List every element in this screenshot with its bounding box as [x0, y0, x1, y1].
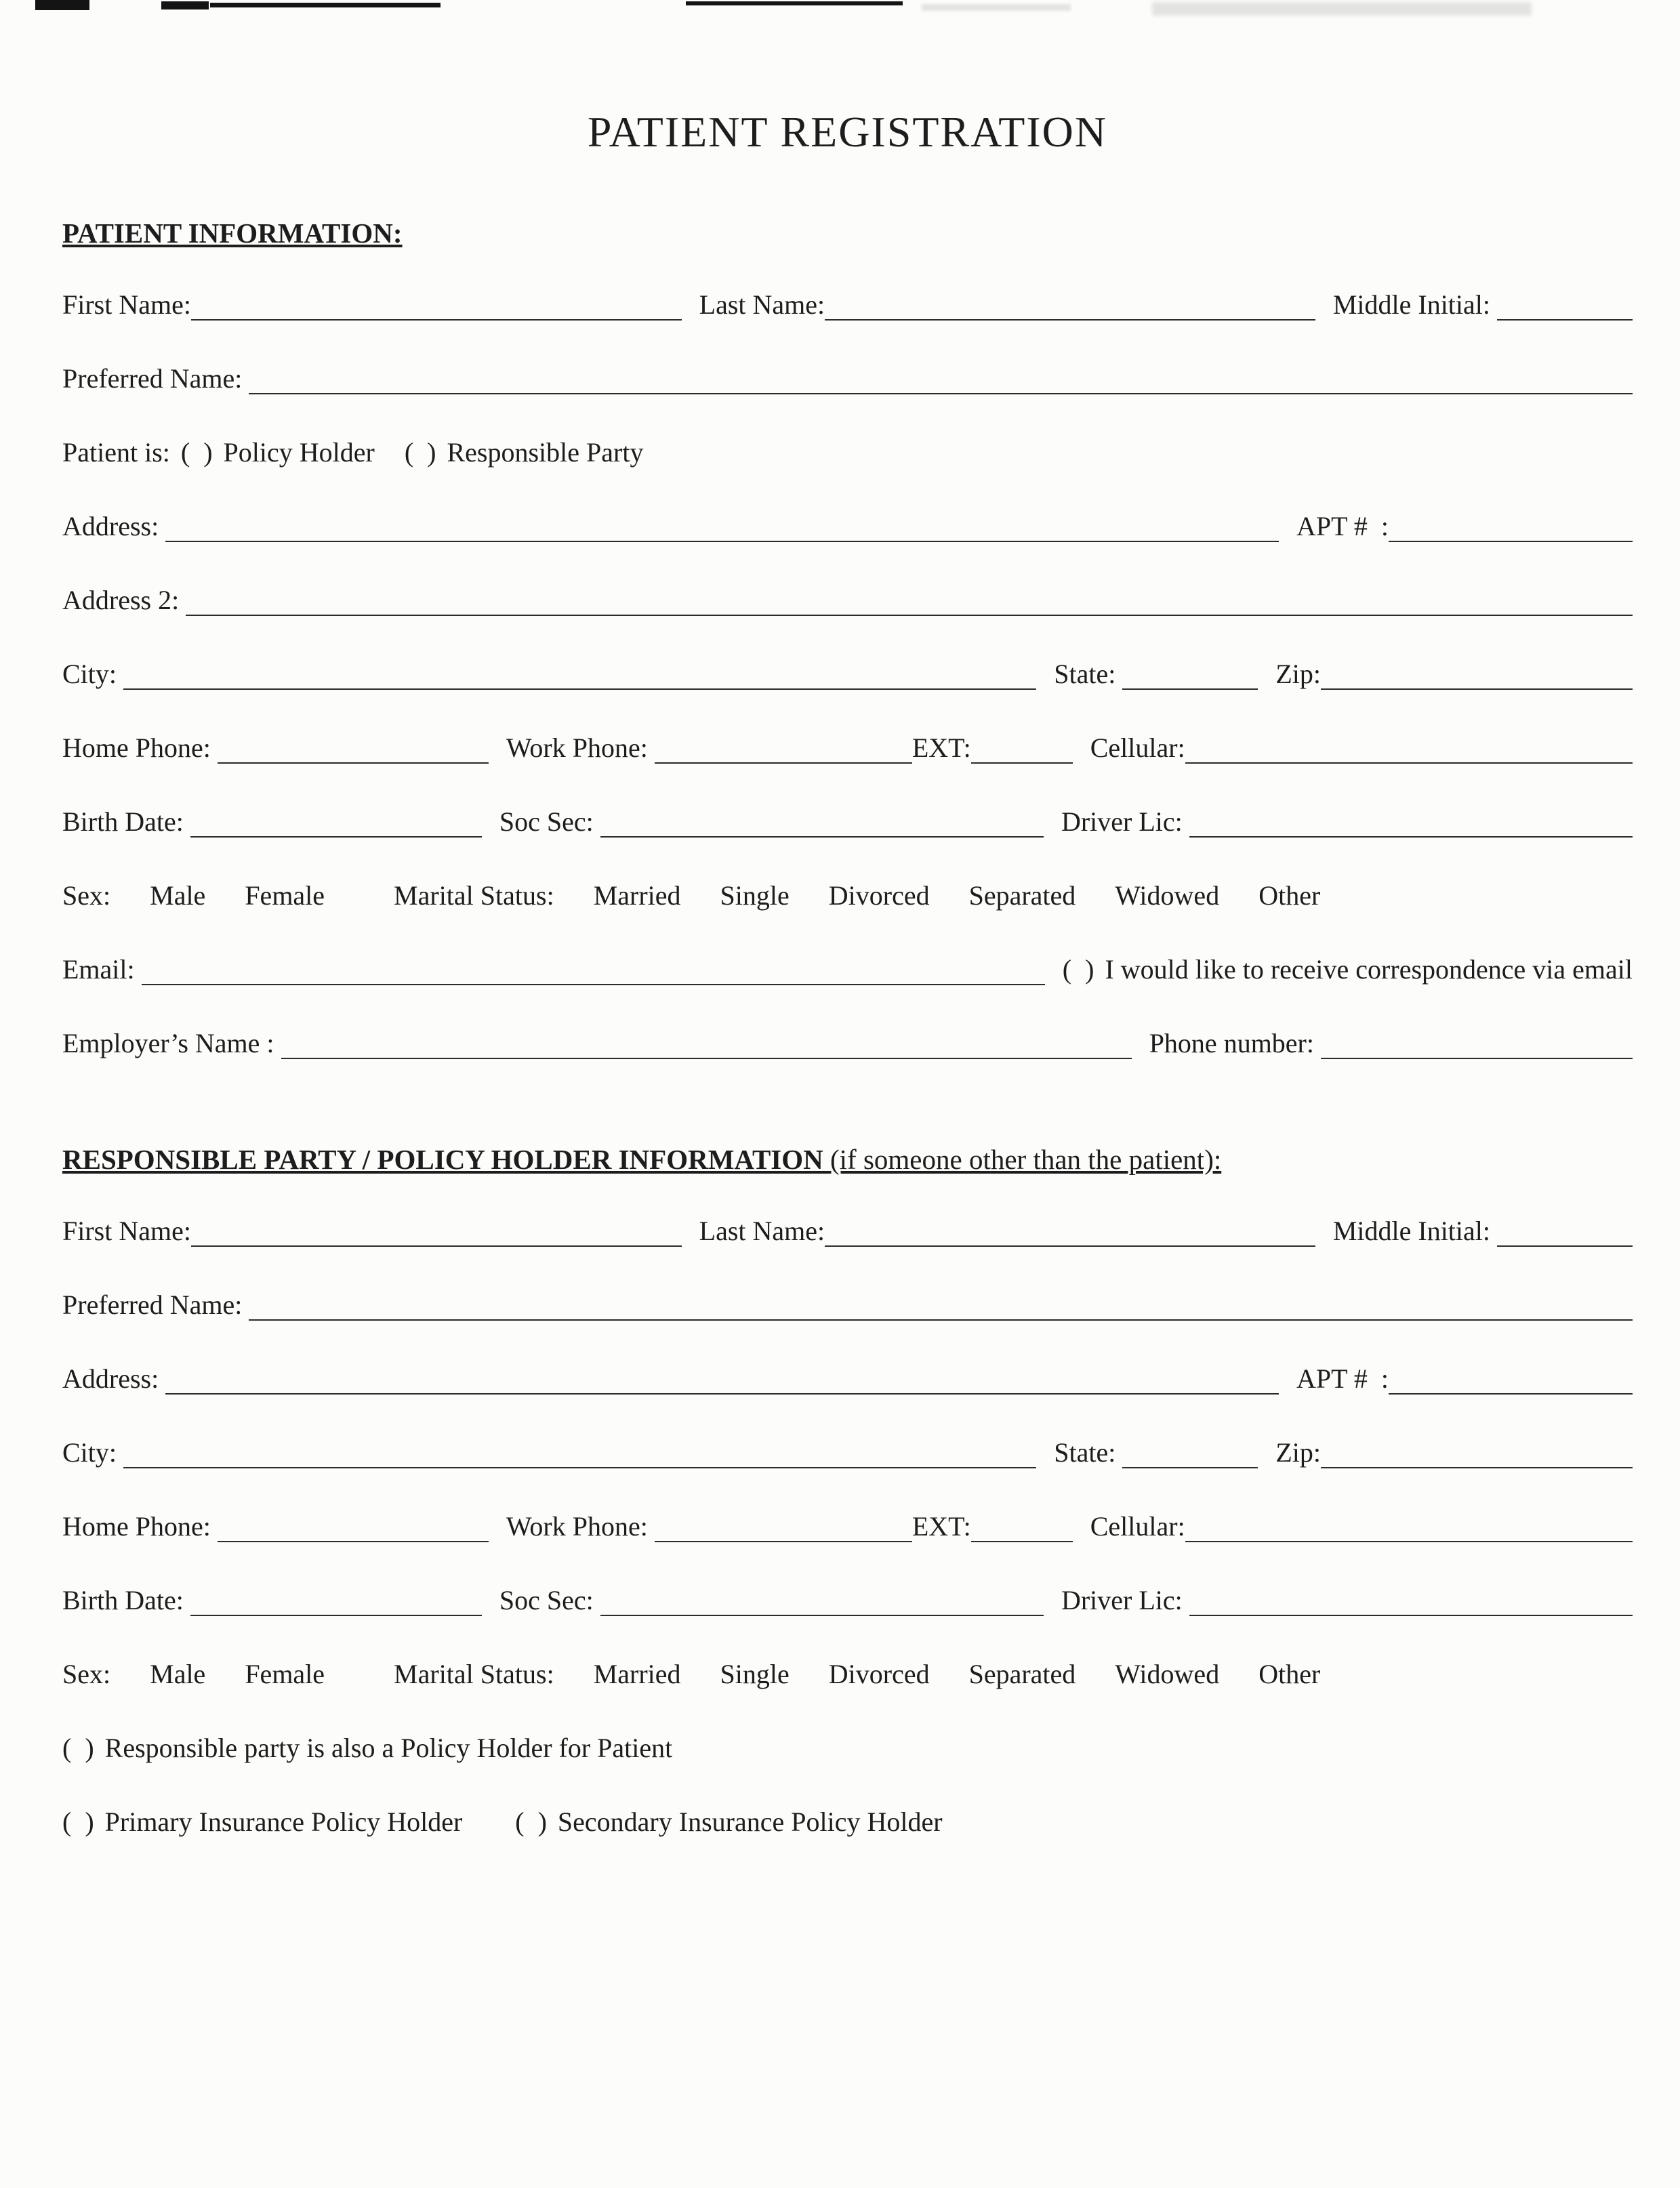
responsible-party-heading-bold: RESPONSIBLE PARTY / POLICY HOLDER INFORMATION — [62, 1144, 831, 1175]
middle-initial-label: Middle Initial: — [1332, 289, 1498, 320]
patient-information-section — [62, 217, 1633, 1059]
email-field[interactable] — [142, 956, 1045, 985]
responsible-party-option-label: Responsible Party — [447, 437, 644, 468]
rp-marital-married-option[interactable]: Married — [593, 1659, 681, 1689]
rp-cellular-label: Cellular: — [1090, 1511, 1185, 1542]
responsible-party-section — [62, 1143, 1633, 1838]
address2-field[interactable] — [186, 587, 1633, 616]
driver-lic-field[interactable] — [1189, 808, 1633, 838]
address2-label: Address 2: — [62, 585, 186, 615]
rp-birth-row — [62, 1584, 1633, 1616]
scan-artifacts — [0, 0, 1680, 20]
responsible-party-checkbox[interactable]: ( ) — [404, 437, 436, 468]
rp-home-phone-field[interactable] — [218, 1513, 489, 1542]
rp-first-name-label: First Name: — [62, 1216, 191, 1246]
rp-name-row — [62, 1215, 1633, 1247]
rp-zip-label: Zip: — [1275, 1437, 1321, 1468]
rp-state-field[interactable] — [1122, 1439, 1258, 1468]
scan-artifact-smudge — [922, 4, 1071, 11]
rp-cellular-field[interactable] — [1185, 1513, 1633, 1542]
city-field[interactable] — [123, 661, 1036, 690]
marital-status-label: Marital Status: — [394, 880, 554, 911]
rp-address-row — [62, 1363, 1633, 1395]
marital-widowed-option[interactable]: Widowed — [1115, 880, 1220, 911]
address-label: Address: — [62, 511, 166, 541]
rp-zip-field[interactable] — [1321, 1439, 1633, 1468]
patient-city-row — [62, 658, 1633, 690]
rp-first-name-field[interactable] — [191, 1218, 682, 1247]
employer-phone-label: Phone number: — [1149, 1028, 1321, 1058]
last-name-field[interactable] — [825, 291, 1315, 321]
soc-sec-label: Soc Sec: — [499, 806, 600, 837]
rp-birth-date-field[interactable] — [190, 1587, 482, 1616]
patient-is-row — [62, 436, 1633, 468]
patient-birth-row — [62, 806, 1633, 838]
patient-information-heading-text: PATIENT INFORMATION: — [62, 218, 403, 249]
rp-last-name-label: Last Name: — [699, 1216, 825, 1246]
apt-field[interactable] — [1389, 513, 1633, 542]
scan-artifact-mark — [686, 1, 903, 5]
rp-driver-lic-field[interactable] — [1189, 1587, 1633, 1616]
patient-preferred-name-row — [62, 363, 1633, 394]
sex-label: Sex: — [62, 880, 111, 911]
rp-address-label: Address: — [62, 1363, 166, 1394]
primary-insurance-checkbox[interactable]: ( ) — [62, 1807, 94, 1837]
marital-married-option[interactable]: Married — [593, 880, 681, 911]
rp-middle-initial-field[interactable] — [1497, 1218, 1633, 1247]
rp-marital-divorced-option[interactable]: Divorced — [828, 1659, 930, 1689]
home-phone-field[interactable] — [218, 735, 489, 764]
cellular-field[interactable] — [1185, 735, 1633, 764]
rp-sex-female-option[interactable]: Female — [245, 1659, 325, 1689]
email-label: Email: — [62, 954, 142, 985]
rp-soc-sec-label: Soc Sec: — [499, 1585, 600, 1615]
employer-name-label: Employer’s Name : — [62, 1028, 281, 1058]
email-optin-checkbox[interactable]: ( ) — [1062, 954, 1094, 985]
rp-ext-field[interactable] — [971, 1513, 1073, 1542]
marital-divorced-option[interactable]: Divorced — [828, 880, 930, 911]
birth-date-field[interactable] — [190, 808, 482, 838]
rp-also-policy-holder-row — [62, 1732, 1633, 1764]
driver-lic-label: Driver Lic: — [1061, 806, 1189, 837]
email-optin-label: I would like to receive correspondence via email — [1105, 954, 1633, 985]
rp-insurance-row — [62, 1806, 1633, 1838]
ext-field[interactable] — [971, 735, 1073, 764]
rp-city-field[interactable] — [123, 1439, 1036, 1468]
rp-ext-label: EXT: — [911, 1511, 971, 1542]
marital-other-option[interactable]: Other — [1258, 880, 1321, 911]
responsible-party-heading — [62, 1143, 1633, 1176]
section-spacer — [62, 1101, 1633, 1143]
patient-email-row — [62, 953, 1633, 985]
employer-name-field[interactable] — [281, 1030, 1132, 1059]
first-name-field[interactable] — [191, 291, 682, 321]
sex-female-option[interactable]: Female — [245, 880, 325, 911]
responsible-party-heading-suffix: (if someone other than the patient): — [830, 1144, 1222, 1175]
rp-middle-initial-label: Middle Initial: — [1332, 1216, 1498, 1246]
patient-name-row — [62, 289, 1633, 321]
patient-address-row — [62, 510, 1633, 542]
rp-last-name-field[interactable] — [825, 1218, 1315, 1247]
patient-address2-row — [62, 584, 1633, 616]
first-name-label: First Name: — [62, 289, 191, 320]
rp-work-phone-label: Work Phone: — [506, 1511, 655, 1542]
patient-information-heading — [62, 217, 1633, 249]
apt-label: APT # : — [1296, 511, 1389, 541]
state-field[interactable] — [1122, 661, 1258, 690]
secondary-insurance-checkbox[interactable]: ( ) — [515, 1807, 547, 1837]
rp-apt-label: APT # : — [1296, 1363, 1389, 1394]
rp-home-phone-label: Home Phone: — [62, 1511, 218, 1542]
marital-single-option[interactable]: Single — [720, 880, 790, 911]
rp-also-policy-holder-checkbox[interactable]: ( ) — [62, 1733, 94, 1763]
rp-preferred-name-field[interactable] — [249, 1292, 1633, 1321]
ext-label: EXT: — [911, 732, 971, 763]
preferred-name-field[interactable] — [249, 365, 1633, 394]
scan-artifact-mark — [35, 0, 89, 10]
rp-marital-other-option[interactable]: Other — [1258, 1659, 1321, 1689]
patient-employer-row — [62, 1027, 1633, 1059]
rp-marital-separated-option[interactable]: Separated — [968, 1659, 1076, 1689]
marital-separated-option[interactable]: Separated — [968, 880, 1076, 911]
sex-male-option[interactable]: Male — [150, 880, 206, 911]
rp-work-phone-field[interactable] — [655, 1513, 912, 1542]
preferred-name-label: Preferred Name: — [62, 363, 249, 394]
home-phone-label: Home Phone: — [62, 732, 218, 763]
secondary-insurance-label: Secondary Insurance Policy Holder — [557, 1807, 943, 1837]
rp-driver-lic-label: Driver Lic: — [1061, 1585, 1189, 1615]
employer-phone-field[interactable] — [1321, 1030, 1633, 1059]
rp-city-row — [62, 1437, 1633, 1468]
zip-field[interactable] — [1321, 661, 1633, 690]
zip-label: Zip: — [1275, 659, 1321, 689]
scan-artifact-mark — [210, 3, 441, 7]
address-field[interactable] — [165, 513, 1279, 542]
rp-sex-male-option[interactable]: Male — [150, 1659, 206, 1689]
rp-state-label: State: — [1054, 1437, 1123, 1468]
rp-sex-marital-row — [62, 1658, 1633, 1690]
policy-holder-checkbox[interactable]: ( ) — [180, 437, 213, 468]
rp-marital-widowed-option[interactable]: Widowed — [1115, 1659, 1220, 1689]
soc-sec-field[interactable] — [600, 808, 1044, 838]
rp-birth-date-label: Birth Date: — [62, 1585, 190, 1615]
birth-date-label: Birth Date: — [62, 806, 190, 837]
rp-marital-status-label: Marital Status: — [394, 1659, 554, 1689]
work-phone-field[interactable] — [655, 735, 912, 764]
rp-address-field[interactable] — [165, 1365, 1279, 1395]
patient-sex-marital-row — [62, 880, 1633, 911]
rp-phone-row — [62, 1510, 1633, 1542]
scan-artifact-mark — [161, 1, 209, 9]
city-label: City: — [62, 659, 124, 689]
patient-phone-row — [62, 732, 1633, 764]
rp-preferred-name-label: Preferred Name: — [62, 1289, 249, 1320]
rp-preferred-name-row — [62, 1289, 1633, 1321]
rp-also-policy-holder-label: Responsible party is also a Policy Holder for Patient — [104, 1733, 673, 1763]
last-name-label: Last Name: — [699, 289, 825, 320]
primary-insurance-label: Primary Insurance Policy Holder — [104, 1807, 463, 1837]
patient-is-label: Patient is: — [62, 437, 170, 468]
rp-marital-single-option[interactable]: Single — [720, 1659, 790, 1689]
form-title: PATIENT REGISTRATION — [587, 108, 1108, 156]
rp-sex-label: Sex: — [62, 1659, 111, 1689]
rp-apt-field[interactable] — [1389, 1365, 1633, 1395]
policy-holder-option-label: Policy Holder — [223, 437, 375, 468]
work-phone-label: Work Phone: — [506, 732, 655, 763]
middle-initial-field[interactable] — [1497, 291, 1633, 321]
state-label: State: — [1054, 659, 1123, 689]
rp-soc-sec-field[interactable] — [600, 1587, 1044, 1616]
cellular-label: Cellular: — [1090, 732, 1185, 763]
scan-artifact-smudge — [1152, 2, 1532, 16]
rp-city-label: City: — [62, 1437, 124, 1468]
